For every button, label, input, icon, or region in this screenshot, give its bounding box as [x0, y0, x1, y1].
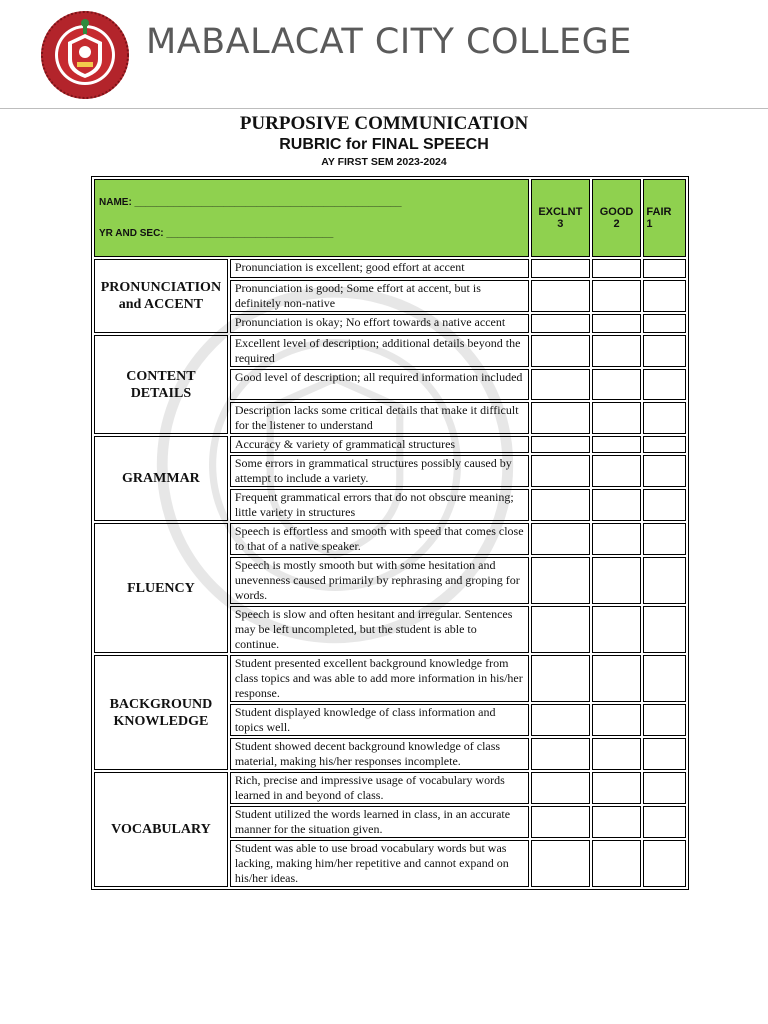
- score-box-excellent[interactable]: [531, 557, 590, 604]
- criterion-label: VOCABULARY: [94, 772, 228, 887]
- score-box-fair[interactable]: [643, 436, 686, 453]
- score-box-fair[interactable]: [643, 806, 686, 838]
- descriptor-cell: Pronunciation is good; Some effort at accent, but is definitely non-native: [230, 280, 529, 312]
- score-box-fair[interactable]: [643, 335, 686, 367]
- score-box-good[interactable]: [592, 314, 642, 333]
- score-box-fair[interactable]: [643, 402, 686, 434]
- score-box-good[interactable]: [592, 655, 642, 702]
- score-box-fair[interactable]: [643, 557, 686, 604]
- descriptor-cell: Accuracy & variety of grammatical structures: [230, 436, 529, 453]
- descriptor-cell: Student was able to use broad vocabulary words but was lacking, making him/her repetitive and cannot expand on his/her ideas.: [230, 840, 529, 887]
- score-box-good[interactable]: [592, 489, 642, 521]
- score-box-fair[interactable]: [643, 772, 686, 804]
- score-header-good: GOOD 2: [592, 179, 642, 257]
- criterion-label: FLUENCY: [94, 523, 228, 653]
- score-box-excellent[interactable]: [531, 402, 590, 434]
- score-box-excellent[interactable]: [531, 523, 590, 555]
- score-box-good[interactable]: [592, 840, 642, 887]
- score-box-excellent[interactable]: [531, 772, 590, 804]
- score-box-good[interactable]: [592, 772, 642, 804]
- descriptor-cell: Speech is slow and often hesitant and irregular. Sentences may be left uncompleted, but the student is able to continue.: [230, 606, 529, 653]
- table-row: [94, 436, 686, 453]
- descriptor-cell: Good level of description; all required information included: [230, 369, 529, 400]
- student-info-cell[interactable]: [94, 179, 529, 257]
- criterion-label: PRONUNCIATION and ACCENT: [94, 259, 228, 333]
- table-row: [94, 259, 686, 278]
- rubric-table-container: [91, 176, 689, 890]
- score-box-good[interactable]: [592, 806, 642, 838]
- descriptor-cell: Excellent level of description; additional details beyond the required: [230, 335, 529, 367]
- header-divider: [0, 108, 768, 109]
- score-box-good[interactable]: [592, 369, 642, 400]
- score-box-good[interactable]: [592, 704, 642, 736]
- descriptor-cell: Speech is mostly smooth but with some hesitation and unevenness caused primarily by rephrasing and groping for words.: [230, 557, 529, 604]
- score-box-excellent[interactable]: [531, 806, 590, 838]
- score-box-excellent[interactable]: [531, 314, 590, 333]
- score-box-excellent[interactable]: [531, 606, 590, 653]
- table-row: [94, 335, 686, 367]
- score-box-good[interactable]: [592, 259, 642, 278]
- rubric-header-row: [94, 179, 686, 257]
- page-header: [0, 0, 768, 110]
- descriptor-cell: Pronunciation is excellent; good effort at accent: [230, 259, 529, 278]
- criterion-label: BACKGROUND KNOWLEDGE: [94, 655, 228, 770]
- document-titles: [0, 110, 768, 168]
- score-box-good[interactable]: [592, 606, 642, 653]
- score-header-fair: FAIR 1: [643, 179, 686, 257]
- score-box-fair[interactable]: [643, 523, 686, 555]
- score-box-good[interactable]: [592, 436, 642, 453]
- score-box-excellent[interactable]: [531, 655, 590, 702]
- score-box-fair[interactable]: [643, 606, 686, 653]
- descriptor-cell: Student displayed knowledge of class information and topics well.: [230, 704, 529, 736]
- rubric-title: RUBRIC for FINAL SPEECH: [279, 136, 489, 153]
- descriptor-cell: Some errors in grammatical structures possibly caused by attempt to include a variety.: [230, 455, 529, 487]
- score-box-excellent[interactable]: [531, 738, 590, 770]
- score-box-excellent[interactable]: [531, 455, 590, 487]
- subject-title: PURPOSIVE COMMUNICATION: [239, 113, 529, 134]
- score-box-good[interactable]: [592, 738, 642, 770]
- score-box-fair[interactable]: [643, 369, 686, 400]
- table-row: [94, 772, 686, 804]
- table-row: [94, 655, 686, 702]
- score-box-excellent[interactable]: [531, 369, 590, 400]
- score-header-excellent: EXCLNT 3: [531, 179, 590, 257]
- score-box-fair[interactable]: [643, 655, 686, 702]
- score-box-good[interactable]: [592, 557, 642, 604]
- score-box-fair[interactable]: [643, 259, 686, 278]
- criterion-label: CONTENT DETAILS: [94, 335, 228, 434]
- descriptor-cell: Frequent grammatical errors that do not obscure meaning; little variety in structures: [230, 489, 529, 521]
- score-box-fair[interactable]: [643, 840, 686, 887]
- score-box-good[interactable]: [592, 523, 642, 555]
- criterion-label: GRAMMAR: [94, 436, 228, 521]
- score-box-excellent[interactable]: [531, 840, 590, 887]
- descriptor-cell: Student utilized the words learned in class, in an accurate manner for the situation given.: [230, 806, 529, 838]
- descriptor-cell: Student showed decent background knowledge of class material, making his/her responses incomplete.: [230, 738, 529, 770]
- score-box-fair[interactable]: [643, 704, 686, 736]
- descriptor-cell: Rich, precise and impressive usage of vocabulary words learned in and beyond of class.: [230, 772, 529, 804]
- yr-sec-field[interactable]: YR AND SEC: ______________________________: [99, 228, 334, 239]
- descriptor-cell: Pronunciation is okay; No effort towards a native accent: [230, 314, 529, 333]
- college-seal-logo: [40, 10, 130, 100]
- name-field[interactable]: NAME: ________________________________________________: [99, 197, 402, 208]
- score-box-excellent[interactable]: [531, 436, 590, 453]
- score-box-good[interactable]: [592, 335, 642, 367]
- term-label: AY FIRST SEM 2023-2024: [321, 156, 447, 168]
- score-box-good[interactable]: [592, 455, 642, 487]
- score-box-fair[interactable]: [643, 314, 686, 333]
- score-box-good[interactable]: [592, 402, 642, 434]
- score-box-excellent[interactable]: [531, 280, 590, 312]
- score-box-excellent[interactable]: [531, 259, 590, 278]
- college-name: MABALACAT CITY COLLEGE: [146, 22, 632, 62]
- score-box-fair[interactable]: [643, 280, 686, 312]
- table-row: [94, 523, 686, 555]
- score-box-excellent[interactable]: [531, 489, 590, 521]
- score-box-excellent[interactable]: [531, 704, 590, 736]
- descriptor-cell: Description lacks some critical details that make it difficult for the listener to understand: [230, 402, 529, 434]
- score-box-good[interactable]: [592, 280, 642, 312]
- descriptor-cell: Student presented excellent background knowledge from class topics and was able to add more information in his/her response.: [230, 655, 529, 702]
- score-box-fair[interactable]: [643, 489, 686, 521]
- score-box-excellent[interactable]: [531, 335, 590, 367]
- score-box-fair[interactable]: [643, 738, 686, 770]
- rubric-table: [91, 176, 689, 890]
- score-box-fair[interactable]: [643, 455, 686, 487]
- descriptor-cell: Speech is effortless and smooth with speed that comes close to that of a native speaker.: [230, 523, 529, 555]
